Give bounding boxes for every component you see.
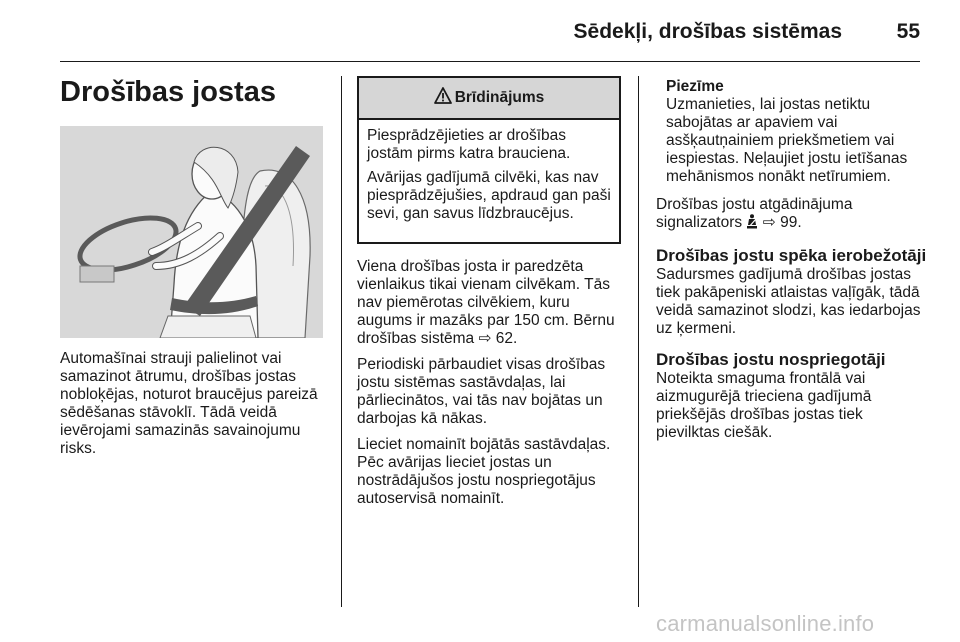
column-divider-2 [638, 76, 639, 607]
section-title: Sēdekļi, drošības sistēmas [573, 20, 842, 43]
paragraph-inspect: Periodiski pārbaudiet visas drošības jostu sistēmas sastāvdaļas, lai pārliecinātos, vai tās nav bojātas un darbojas kā nākas. [357, 356, 606, 427]
column-divider-1 [341, 76, 342, 607]
heading-force-limiters: Drošības jostu spēka ierobežotāji [656, 246, 927, 265]
note-text: Uzmanieties, lai jostas netiktu sabojātas ar apaviem vai asšķautņainiem priekšmetiem vai iespiestas. Neļaujiet jostu ietīšanas mehānismos nonākt netīrumiem. [666, 96, 908, 185]
note-block [656, 78, 928, 186]
seatbelt-reminder-icon [746, 214, 762, 231]
warning-triangle-icon [434, 87, 452, 109]
pretensioners-paragraph: Noteikta smaguma frontālā vai aizmugurējā trieciena gadījumā priekšējās drošības jostas tiek pievilktas ciešāk. [656, 370, 872, 441]
chapter-title: Drošības jostas [60, 76, 276, 108]
warning-paragraph-2: Avārijas gadījumā cilvēki, kas nav piesprādzējušies, apdraud gan paši sevi, gan savus līdzbraucējus. [367, 169, 611, 222]
watermark: carmanualsonline.info [656, 611, 875, 636]
column-1-text [60, 350, 330, 466]
limiters-paragraph: Sadursmes gadījumā drošības jostas tiek pakāpeniski atlaistas vaļīgāk, tādā veidā samazinot slodzi, kas iedarbojas uz ķermeni. [656, 266, 921, 337]
column-2-text [357, 258, 629, 516]
page-number: 55 [896, 20, 920, 43]
warning-box [357, 76, 621, 244]
warning-header [359, 78, 619, 120]
driver-seatbelt-illustration [60, 126, 323, 338]
warning-body [359, 120, 619, 223]
heading-pretensioners: Drošības jostu nospriegotāji [656, 350, 886, 369]
paragraph-replace: Lieciet nomainīt bojātās sastāvdaļas. Pēc avārijas lieciet jostas un nostrādājušos jostu nospriegotājus autoservisā nomainīt. [357, 436, 611, 507]
warning-paragraph-1: Piesprādzējieties ar drošības jostām pirms katra brauciena. [367, 127, 571, 162]
warning-title: Brīdinājums [454, 89, 545, 106]
page-header [60, 18, 920, 62]
column-3-text [656, 78, 928, 450]
paragraph-one-person: Viena drošības josta ir paredzēta vienlaikus tikai vienam cilvēkam. Tās nav piemērotas cilvēkiem, kuru augums ir mazāks par 150 cm. Bērnu drošības sistēma ⇨ 62. [357, 258, 615, 347]
reminder-text: Drošības jostu atgādinājuma signalizators [656, 196, 853, 231]
reminder-paragraph [656, 196, 928, 232]
reminder-reference: ⇨ 99. [762, 214, 802, 231]
intro-paragraph: Automašīnai strauji palielinot vai samazinot ātrumu, drošības jostas nobloķējas, noturot braucējus pareizā sēdēšanas stāvoklī. Tādā veidā ievērojami samazinās savainojumu risks. [60, 350, 318, 457]
note-title: Piezīme [666, 78, 724, 95]
